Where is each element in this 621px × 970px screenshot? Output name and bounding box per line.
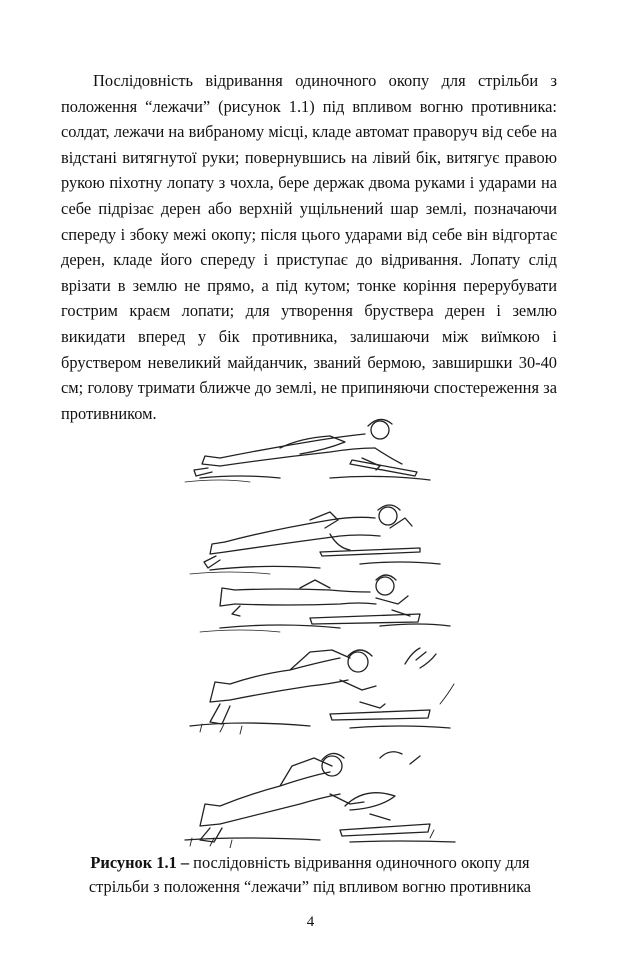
stage-1-figure — [185, 419, 430, 482]
stage-4-figure — [190, 648, 454, 734]
figure-caption-text: послідовність відривання одиночного окопу для стрільби з положення “лежачи” під впливом вогню противника — [88, 853, 532, 896]
trench-digging-illustration — [180, 408, 465, 848]
figure-caption — [60, 851, 560, 899]
stage-2-figure — [190, 505, 440, 574]
figure-1-1 — [180, 408, 465, 848]
page-number: 4 — [306, 914, 315, 930]
stage-5-figure — [185, 752, 455, 848]
figure-caption-label: Рисунок 1.1 – — [90, 853, 190, 872]
body-paragraph: Послідовність відривання одиночного окопу для стрільби з положення “лежачи” (рисунок 1.1) під впливом вогню противника: солдат, лежачи на вибраному місці, кладе автомат праворуч від себе на відстані витягнутої руки; повернувшись на лівий бік, витягує правою рукою піхотну лопату з чохла, бере держак двома руками і ударами на себе підрізає дерен або верхній ущільнений шар землі, позначаючи спереду і збоку межі окопу; після цього ударами від себе він відгортає дерен, кладе його спереду і приступає до відривання. Лопату слід врізати в землю не прямо, а під кутом; тонке коріння перерубувати гострим краєм лопати; для утворення бруствера дерен і землю викидати вперед у бік противника, залишаючи між виїмкою і бруствером невеликий майданчик, званий бермою, завширшки 30-40 см; голову тримати ближче до землі, не припиняючи спостереження за противником. — [61, 71, 557, 423]
stage-3-figure — [200, 575, 450, 632]
